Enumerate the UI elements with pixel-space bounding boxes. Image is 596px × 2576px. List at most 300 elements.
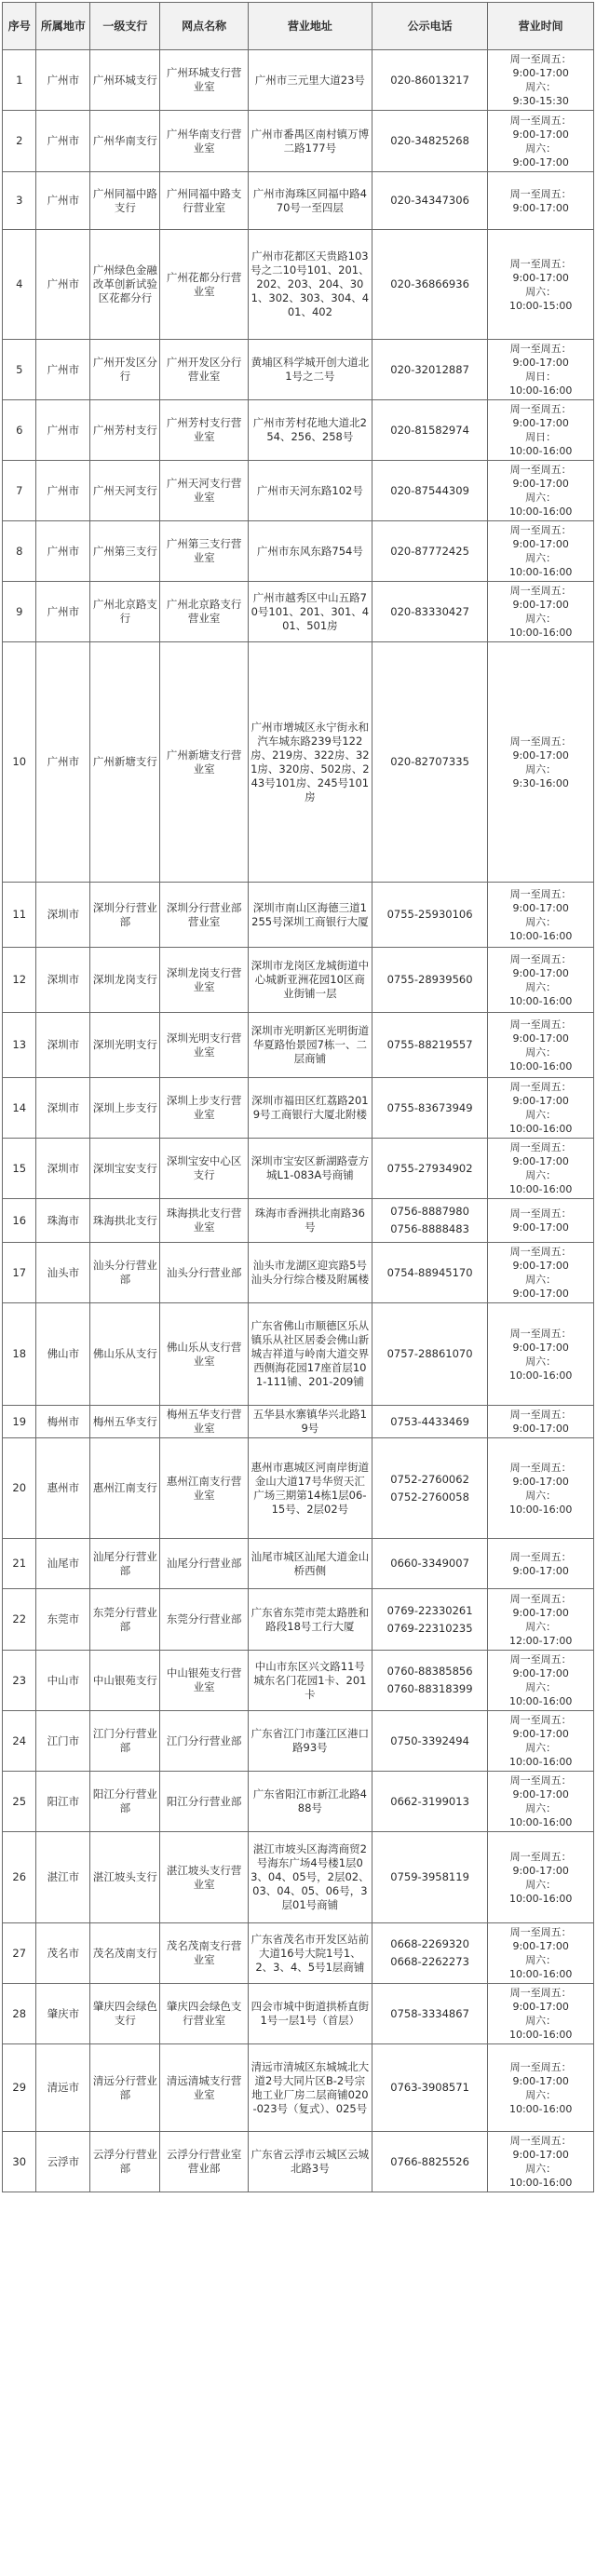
cell-hours: [488, 521, 594, 582]
cell-branch: 广州同福中路支行: [90, 172, 160, 230]
cell-city: 广州市: [36, 50, 90, 111]
hours-line: 周六：: [525, 1109, 557, 1121]
cell-city: 广州市: [36, 461, 90, 521]
phone-number: 0750-3392494: [390, 1733, 469, 1747]
phone-number: 020-32012887: [390, 362, 469, 376]
branch-list-page: [0, 2, 596, 2576]
cell-phone: [372, 1651, 487, 1711]
cell-name: 深圳分行营业部营业室: [160, 883, 248, 948]
hours-line: 周六：: [525, 1681, 557, 1693]
hours-line: 周一至周五：: [509, 1461, 572, 1474]
cell-phone: [372, 1243, 487, 1303]
hours-line: 周一至周五：: [509, 1592, 572, 1605]
cell-no: 30: [3, 2132, 36, 2192]
cell-phone: [372, 1013, 487, 1078]
cell-phone: [372, 2132, 487, 2192]
cell-hours: [488, 50, 594, 111]
cell-phone: [372, 230, 487, 340]
cell-branch: 湛江坡头支行: [90, 1832, 160, 1923]
cell-address: 深圳市龙岗区龙城街道中心城新亚洲花园10区商业街铺一层: [248, 948, 372, 1013]
cell-branch: 深圳分行营业部: [90, 883, 160, 948]
hours-line: 周六：: [525, 1802, 557, 1814]
phone-number: 0662-3199013: [390, 1794, 469, 1808]
cell-hours: [488, 172, 594, 230]
cell-name: 广州第三支行营业室: [160, 521, 248, 582]
hours-line: 9:00-17:00: [512, 1864, 569, 1877]
cell-no: 2: [3, 111, 36, 172]
hours-line: 周日：: [525, 371, 557, 383]
table-row: [3, 461, 594, 521]
cell-name: 珠海拱北支行营业室: [160, 1199, 248, 1243]
cell-name: 深圳上步支行营业室: [160, 1078, 248, 1139]
cell-city: 广州市: [36, 642, 90, 883]
hours-line: 周六：: [525, 2015, 557, 2027]
cell-address: 广州市增城区永宁街永和汽车城东路239号122房、219房、322房、321房、320房、502房、243号101房、245号101房: [248, 642, 372, 883]
cell-phone: [372, 1078, 487, 1139]
table-header-row: [3, 3, 594, 50]
cell-phone: [372, 1303, 487, 1406]
cell-hours: [488, 1589, 594, 1651]
cell-branch: 汕尾分行营业部: [90, 1539, 160, 1589]
cell-no: 6: [3, 400, 36, 461]
cell-address: 广东省阳江市新江北路488号: [248, 1772, 372, 1832]
hours-line: 周六：: [525, 1742, 557, 1754]
cell-address: 广州市越秀区中山五路70号101、201、301、401、501房: [248, 582, 372, 642]
cell-hours: [488, 1539, 594, 1589]
table-row: [3, 1438, 594, 1539]
hours-line: 周一至周五：: [509, 1714, 572, 1726]
hours-line: 周日：: [525, 431, 557, 443]
hours-line: 周六：: [525, 915, 557, 928]
cell-city: 惠州市: [36, 1438, 90, 1539]
hours-line: 周一至周五：: [509, 187, 572, 200]
table-row: [3, 1984, 594, 2044]
phone-number: 020-34347306: [390, 194, 469, 207]
cell-city: 深圳市: [36, 883, 90, 948]
hours-line: 9:00-17:00: [512, 1341, 569, 1354]
table-row: [3, 948, 594, 1013]
cell-branch: 东莞分行营业部: [90, 1589, 160, 1651]
cell-hours: [488, 948, 594, 1013]
phone-number: 0755-25930106: [386, 908, 473, 921]
header-name: 网点名称: [160, 3, 248, 50]
cell-hours: [488, 1406, 594, 1438]
cell-city: 茂名市: [36, 1923, 90, 1984]
cell-no: 12: [3, 948, 36, 1013]
table-row: [3, 1303, 594, 1406]
cell-name: 广州花都分行营业室: [160, 230, 248, 340]
table-row: [3, 1406, 594, 1438]
cell-no: 22: [3, 1589, 36, 1651]
hours-line: 10:00-16:00: [508, 506, 573, 518]
hours-line: 9:00-17:00: [512, 966, 569, 979]
cell-phone: [372, 461, 487, 521]
cell-phone: [372, 883, 487, 948]
cell-phone: [372, 948, 487, 1013]
table-row: [3, 1013, 594, 1078]
table-row: [3, 230, 594, 340]
cell-branch: 深圳宝安支行: [90, 1139, 160, 1199]
cell-city: 广州市: [36, 172, 90, 230]
cell-address: 珠海市香洲拱北南路36号: [248, 1199, 372, 1243]
table-row: [3, 1832, 594, 1923]
cell-city: 广州市: [36, 400, 90, 461]
phone-number: 0668-2269320: [390, 1937, 469, 1950]
cell-branch: 深圳光明支行: [90, 1013, 160, 1078]
cell-address: 广东省云浮市云城区云城北路3号: [248, 2132, 372, 2192]
header-branch: 一级支行: [90, 3, 160, 50]
cell-city: 深圳市: [36, 1013, 90, 1078]
cell-hours: [488, 340, 594, 400]
hours-line: 周一至周五：: [509, 1246, 572, 1258]
cell-phone: [372, 1438, 487, 1539]
hours-line: 10:00-16:00: [508, 2177, 573, 2189]
cell-no: 5: [3, 340, 36, 400]
cell-name: 广州环城支行营业室: [160, 50, 248, 111]
cell-branch: 珠海拱北支行: [90, 1199, 160, 1243]
cell-no: 3: [3, 172, 36, 230]
phone-number: 0755-83673949: [386, 1100, 473, 1114]
hours-line: 周一至周五：: [509, 585, 572, 597]
cell-city: 汕头市: [36, 1243, 90, 1303]
hours-line: 周一至周五：: [509, 1207, 572, 1220]
hours-line: 10:00-16:00: [508, 1756, 573, 1768]
hours-line: 周六：: [525, 762, 557, 775]
hours-line: 10:00-16:00: [508, 929, 573, 942]
cell-name: 云浮分行营业室营业部: [160, 2132, 248, 2192]
cell-address: 汕头市龙湖区迎宾路5号汕头分行综合楼及附属楼: [248, 1243, 372, 1303]
hours-line: 周六：: [525, 1954, 557, 1966]
branch-table: [2, 2, 594, 2192]
cell-branch: 云浮分行营业部: [90, 2132, 160, 2192]
cell-city: 深圳市: [36, 1078, 90, 1139]
hours-line: 9:00-17:00: [512, 1155, 569, 1167]
table-row: [3, 2132, 594, 2192]
cell-phone: [372, 1406, 487, 1438]
cell-address: 汕尾市城区汕尾大道金山桥西侧: [248, 1539, 372, 1589]
phone-number: 020-82707335: [390, 755, 469, 768]
hours-line: 9:00-17:00: [512, 201, 569, 214]
table-row: [3, 340, 594, 400]
hours-line: 周一至周五：: [509, 735, 572, 748]
cell-phone: [372, 1772, 487, 1832]
hours-line: 9:00-17:00: [512, 1606, 569, 1619]
hours-line: 9:00-17:00: [512, 2001, 569, 2013]
table-row: [3, 1243, 594, 1303]
cell-city: 汕尾市: [36, 1539, 90, 1589]
hours-line: 9:00-17:00: [512, 67, 569, 79]
hours-line: 周六：: [525, 1489, 557, 1502]
cell-branch: 广州天河支行: [90, 461, 160, 521]
cell-no: 26: [3, 1832, 36, 1923]
cell-address: 广东省佛山市顺德区乐从镇乐从社区居委会佛山新城吉祥道与岭南大道交界西侧海花园17座首层101-111铺、201-209铺: [248, 1303, 372, 1406]
hours-line: 9:00-17:00: [512, 155, 569, 169]
cell-name: 广州天河支行营业室: [160, 461, 248, 521]
cell-address: 广州市天河东路102号: [248, 461, 372, 521]
cell-phone: [372, 1711, 487, 1772]
hours-line: 10:00-15:00: [508, 299, 573, 312]
phone-number: 0757-28861070: [386, 1347, 473, 1360]
cell-no: 11: [3, 883, 36, 948]
phone-number: 0755-27934902: [386, 1161, 473, 1175]
table-row: [3, 1711, 594, 1772]
cell-hours: [488, 582, 594, 642]
hours-line: 周六：: [525, 552, 557, 564]
phone-number: 020-87544309: [390, 483, 469, 497]
hours-line: 周一至周五：: [509, 1409, 572, 1421]
phone-number: 0752-2760058: [390, 1490, 469, 1504]
cell-city: 广州市: [36, 340, 90, 400]
cell-address: 广州市花都区天贵路103号之二10号101、201、202、203、204、301、302、303、304、401、402: [248, 230, 372, 340]
cell-hours: [488, 461, 594, 521]
cell-no: 4: [3, 230, 36, 340]
hours-line: 周一至周五：: [509, 403, 572, 415]
cell-phone: [372, 521, 487, 582]
cell-no: 10: [3, 642, 36, 883]
hours-line: 周六：: [525, 285, 557, 298]
cell-name: 广州同福中路支行营业室: [160, 172, 248, 230]
table-row: [3, 1078, 594, 1139]
header-city: 所属地市: [36, 3, 90, 50]
header-hours: 营业时间: [488, 3, 594, 50]
cell-branch: 广州新塘支行: [90, 642, 160, 883]
table-row: [3, 172, 594, 230]
cell-city: 广州市: [36, 230, 90, 340]
cell-name: 广州芳村支行营业室: [160, 400, 248, 461]
hours-line: 周一至周五：: [509, 1327, 572, 1340]
table-body: [3, 50, 594, 2192]
hours-line: 10:00-16:00: [508, 1892, 573, 1905]
cell-branch: 广州开发区分行: [90, 340, 160, 400]
hours-line: 周一至周五：: [509, 2060, 572, 2073]
hours-line: 9:00-17:00: [512, 1940, 569, 1952]
cell-name: 广州华南支行营业室: [160, 111, 248, 172]
cell-hours: [488, 1139, 594, 1199]
cell-city: 肇庆市: [36, 1984, 90, 2044]
hours-line: 周一至周五：: [509, 1653, 572, 1666]
phone-number: 0755-28939560: [386, 973, 473, 986]
cell-address: 广州市芳村花地大道北254、256、258号: [248, 400, 372, 461]
phone-number: 0758-3334867: [390, 2006, 469, 2020]
cell-hours: [488, 1772, 594, 1832]
cell-phone: [372, 1199, 487, 1243]
cell-branch: 汕头分行营业部: [90, 1243, 160, 1303]
phone-number: 0756-8888483: [390, 1222, 469, 1235]
hours-line: 周一至周五：: [509, 114, 572, 127]
cell-no: 8: [3, 521, 36, 582]
hours-line: 周六：: [525, 1169, 557, 1181]
cell-hours: [488, 111, 594, 172]
cell-no: 18: [3, 1303, 36, 1406]
hours-line: 周六：: [525, 2088, 557, 2101]
cell-no: 27: [3, 1923, 36, 1984]
hours-line: 周一至周五：: [509, 1774, 572, 1787]
cell-branch: 广州绿色金融改革创新试验区花都分行: [90, 230, 160, 340]
cell-city: 中山市: [36, 1651, 90, 1711]
hours-line: 10:00-16:00: [508, 1816, 573, 1828]
hours-line: 周六：: [525, 1045, 557, 1059]
cell-address: 广州市海珠区同福中路470号一至四层: [248, 172, 372, 230]
table-row: [3, 521, 594, 582]
hours-line: 10:00-16:00: [508, 1123, 573, 1135]
cell-address: 湛江市坡头区海湾商贸2号海东广场4号楼1层03、04、05号，2层02、03、04、05、06号，3层01号商铺: [248, 1832, 372, 1923]
cell-name: 佛山乐从支行营业室: [160, 1303, 248, 1406]
cell-no: 28: [3, 1984, 36, 2044]
cell-city: 深圳市: [36, 948, 90, 1013]
hours-line: 9:00-17:00: [512, 1288, 569, 1300]
cell-address: 广东省江门市蓬江区港口路93号: [248, 1711, 372, 1772]
phone-number: 0759-3958119: [390, 1870, 469, 1883]
cell-no: 23: [3, 1651, 36, 1711]
hours-line: 9:00-17:00: [512, 901, 569, 914]
hours-line: 9:30-16:00: [512, 776, 569, 789]
cell-no: 19: [3, 1406, 36, 1438]
hours-line: 周一至周五：: [509, 1550, 572, 1563]
cell-hours: [488, 1984, 594, 2044]
cell-branch: 深圳上步支行: [90, 1078, 160, 1139]
table-row: [3, 2044, 594, 2132]
cell-address: 深圳市光明新区光明街道华夏路怡景园7栋一、二层商铺: [248, 1013, 372, 1078]
hours-line: 9:00-17:00: [512, 1667, 569, 1679]
hours-line: 周六：: [525, 142, 557, 155]
cell-no: 21: [3, 1539, 36, 1589]
phone-number: 0763-3908571: [390, 2081, 469, 2094]
phone-number: 0760-88385856: [386, 1665, 473, 1678]
cell-address: 深圳市福田区红荔路2019号工商银行大厦北附楼: [248, 1078, 372, 1139]
cell-address: 深圳市宝安区新湖路壹方城L1-083A号商铺: [248, 1139, 372, 1199]
cell-phone: [372, 1832, 487, 1923]
cell-no: 29: [3, 2044, 36, 2132]
hours-line: 周六：: [525, 1878, 557, 1891]
hours-line: 12:00-17:00: [508, 1634, 573, 1647]
cell-address: 广东省东莞市莞太路胜和路段18号工行大厦: [248, 1589, 372, 1651]
phone-number: 0752-2760062: [390, 1472, 469, 1486]
hours-line: 10:00-16:00: [508, 384, 573, 397]
hours-line: 周一至周五：: [509, 464, 572, 476]
header-phone: 公示电话: [372, 3, 487, 50]
table-row: [3, 582, 594, 642]
hours-line: 9:00-17:00: [512, 1788, 569, 1801]
cell-name: 东莞分行营业部: [160, 1589, 248, 1651]
hours-line: 9:00-17:00: [512, 128, 569, 141]
hours-line: 9:00-17:00: [512, 1260, 569, 1272]
hours-line: 9:00-17:00: [512, 538, 569, 550]
cell-hours: [488, 883, 594, 948]
table-row: [3, 642, 594, 883]
cell-branch: 广州环城支行: [90, 50, 160, 111]
table-row: [3, 1199, 594, 1243]
phone-number: 0769-22330261: [386, 1603, 473, 1617]
cell-phone: [372, 1923, 487, 1984]
cell-name: 广州开发区分行营业室: [160, 340, 248, 400]
cell-branch: 深圳龙岗支行: [90, 948, 160, 1013]
cell-name: 汕头分行营业部: [160, 1243, 248, 1303]
cell-no: 14: [3, 1078, 36, 1139]
cell-city: 清远市: [36, 2044, 90, 2132]
cell-branch: 广州北京路支行: [90, 582, 160, 642]
hours-line: 9:00-17:00: [512, 1728, 569, 1740]
hours-line: 10:00-16:00: [508, 445, 573, 457]
hours-line: 10:00-16:00: [508, 1183, 573, 1195]
hours-line: 周一至周五：: [509, 53, 572, 65]
hours-line: 周一至周五：: [509, 1987, 572, 1999]
hours-line: 周一至周五：: [509, 2135, 572, 2147]
cell-address: 广州市东风东路754号: [248, 521, 372, 582]
cell-hours: [488, 1832, 594, 1923]
hours-line: 9:00-17:00: [512, 749, 569, 762]
hours-line: 周六：: [525, 980, 557, 993]
cell-branch: 江门分行营业部: [90, 1711, 160, 1772]
cell-city: 梅州市: [36, 1406, 90, 1438]
cell-phone: [372, 1539, 487, 1589]
table-row: [3, 883, 594, 948]
cell-hours: [488, 1013, 594, 1078]
cell-hours: [488, 642, 594, 883]
cell-phone: [372, 1984, 487, 2044]
hours-line: 9:00-17:00: [512, 599, 569, 611]
cell-hours: [488, 1711, 594, 1772]
header-address: 营业地址: [248, 3, 372, 50]
hours-line: 周一至周五：: [509, 524, 572, 536]
phone-number: 0755-88219557: [386, 1038, 473, 1051]
hours-line: 周六：: [525, 1355, 557, 1368]
hours-line: 周六：: [525, 81, 557, 93]
cell-branch: 广州第三支行: [90, 521, 160, 582]
hours-line: 9:00-17:00: [512, 478, 569, 490]
hours-line: 10:00-16:00: [508, 2102, 573, 2115]
hours-line: 9:00-17:00: [512, 417, 569, 429]
cell-branch: 广州芳村支行: [90, 400, 160, 461]
hours-line: 9:00-17:00: [512, 1475, 569, 1488]
hours-line: 周一至周五：: [509, 343, 572, 355]
cell-no: 16: [3, 1199, 36, 1243]
phone-number: 0756-8887980: [390, 1205, 469, 1218]
hours-line: 周六：: [525, 492, 557, 504]
cell-hours: [488, 1243, 594, 1303]
phone-number: 0760-88318399: [386, 1682, 473, 1695]
cell-name: 中山银苑支行营业室: [160, 1651, 248, 1711]
hours-line: 9:00-17:00: [512, 357, 569, 369]
hours-line: 周一至周五：: [509, 257, 572, 270]
cell-branch: 肇庆四会绿色支行: [90, 1984, 160, 2044]
cell-city: 广州市: [36, 521, 90, 582]
hours-line: 周一至周五：: [509, 1018, 572, 1031]
phone-number: 0766-8825526: [390, 2154, 469, 2168]
cell-no: 9: [3, 582, 36, 642]
cell-name: 梅州五华支行营业室: [160, 1406, 248, 1438]
hours-line: 10:00-16:00: [508, 994, 573, 1007]
phone-number: 020-87772425: [390, 544, 469, 558]
cell-phone: [372, 172, 487, 230]
hours-line: 10:00-16:00: [508, 1503, 573, 1516]
hours-line: 10:00-16:00: [508, 627, 573, 639]
cell-phone: [372, 50, 487, 111]
cell-address: 清远市清城区东城城北大道2号大同片区B-2号宗地工业厂房二层商铺020-023号（复式）、025号: [248, 2044, 372, 2132]
table-row: [3, 1139, 594, 1199]
cell-branch: 梅州五华支行: [90, 1406, 160, 1438]
cell-city: 佛山市: [36, 1303, 90, 1406]
cell-city: 江门市: [36, 1711, 90, 1772]
table-row: [3, 111, 594, 172]
cell-name: 广州北京路支行营业室: [160, 582, 248, 642]
cell-phone: [372, 1139, 487, 1199]
hours-line: 10:00-16:00: [508, 1369, 573, 1382]
hours-line: 周一至周五：: [509, 1850, 572, 1863]
cell-name: 汕尾分行营业部: [160, 1539, 248, 1589]
cell-name: 湛江坡头支行营业室: [160, 1832, 248, 1923]
hours-line: 10:00-16:00: [508, 566, 573, 578]
header-no: 序号: [3, 3, 36, 50]
